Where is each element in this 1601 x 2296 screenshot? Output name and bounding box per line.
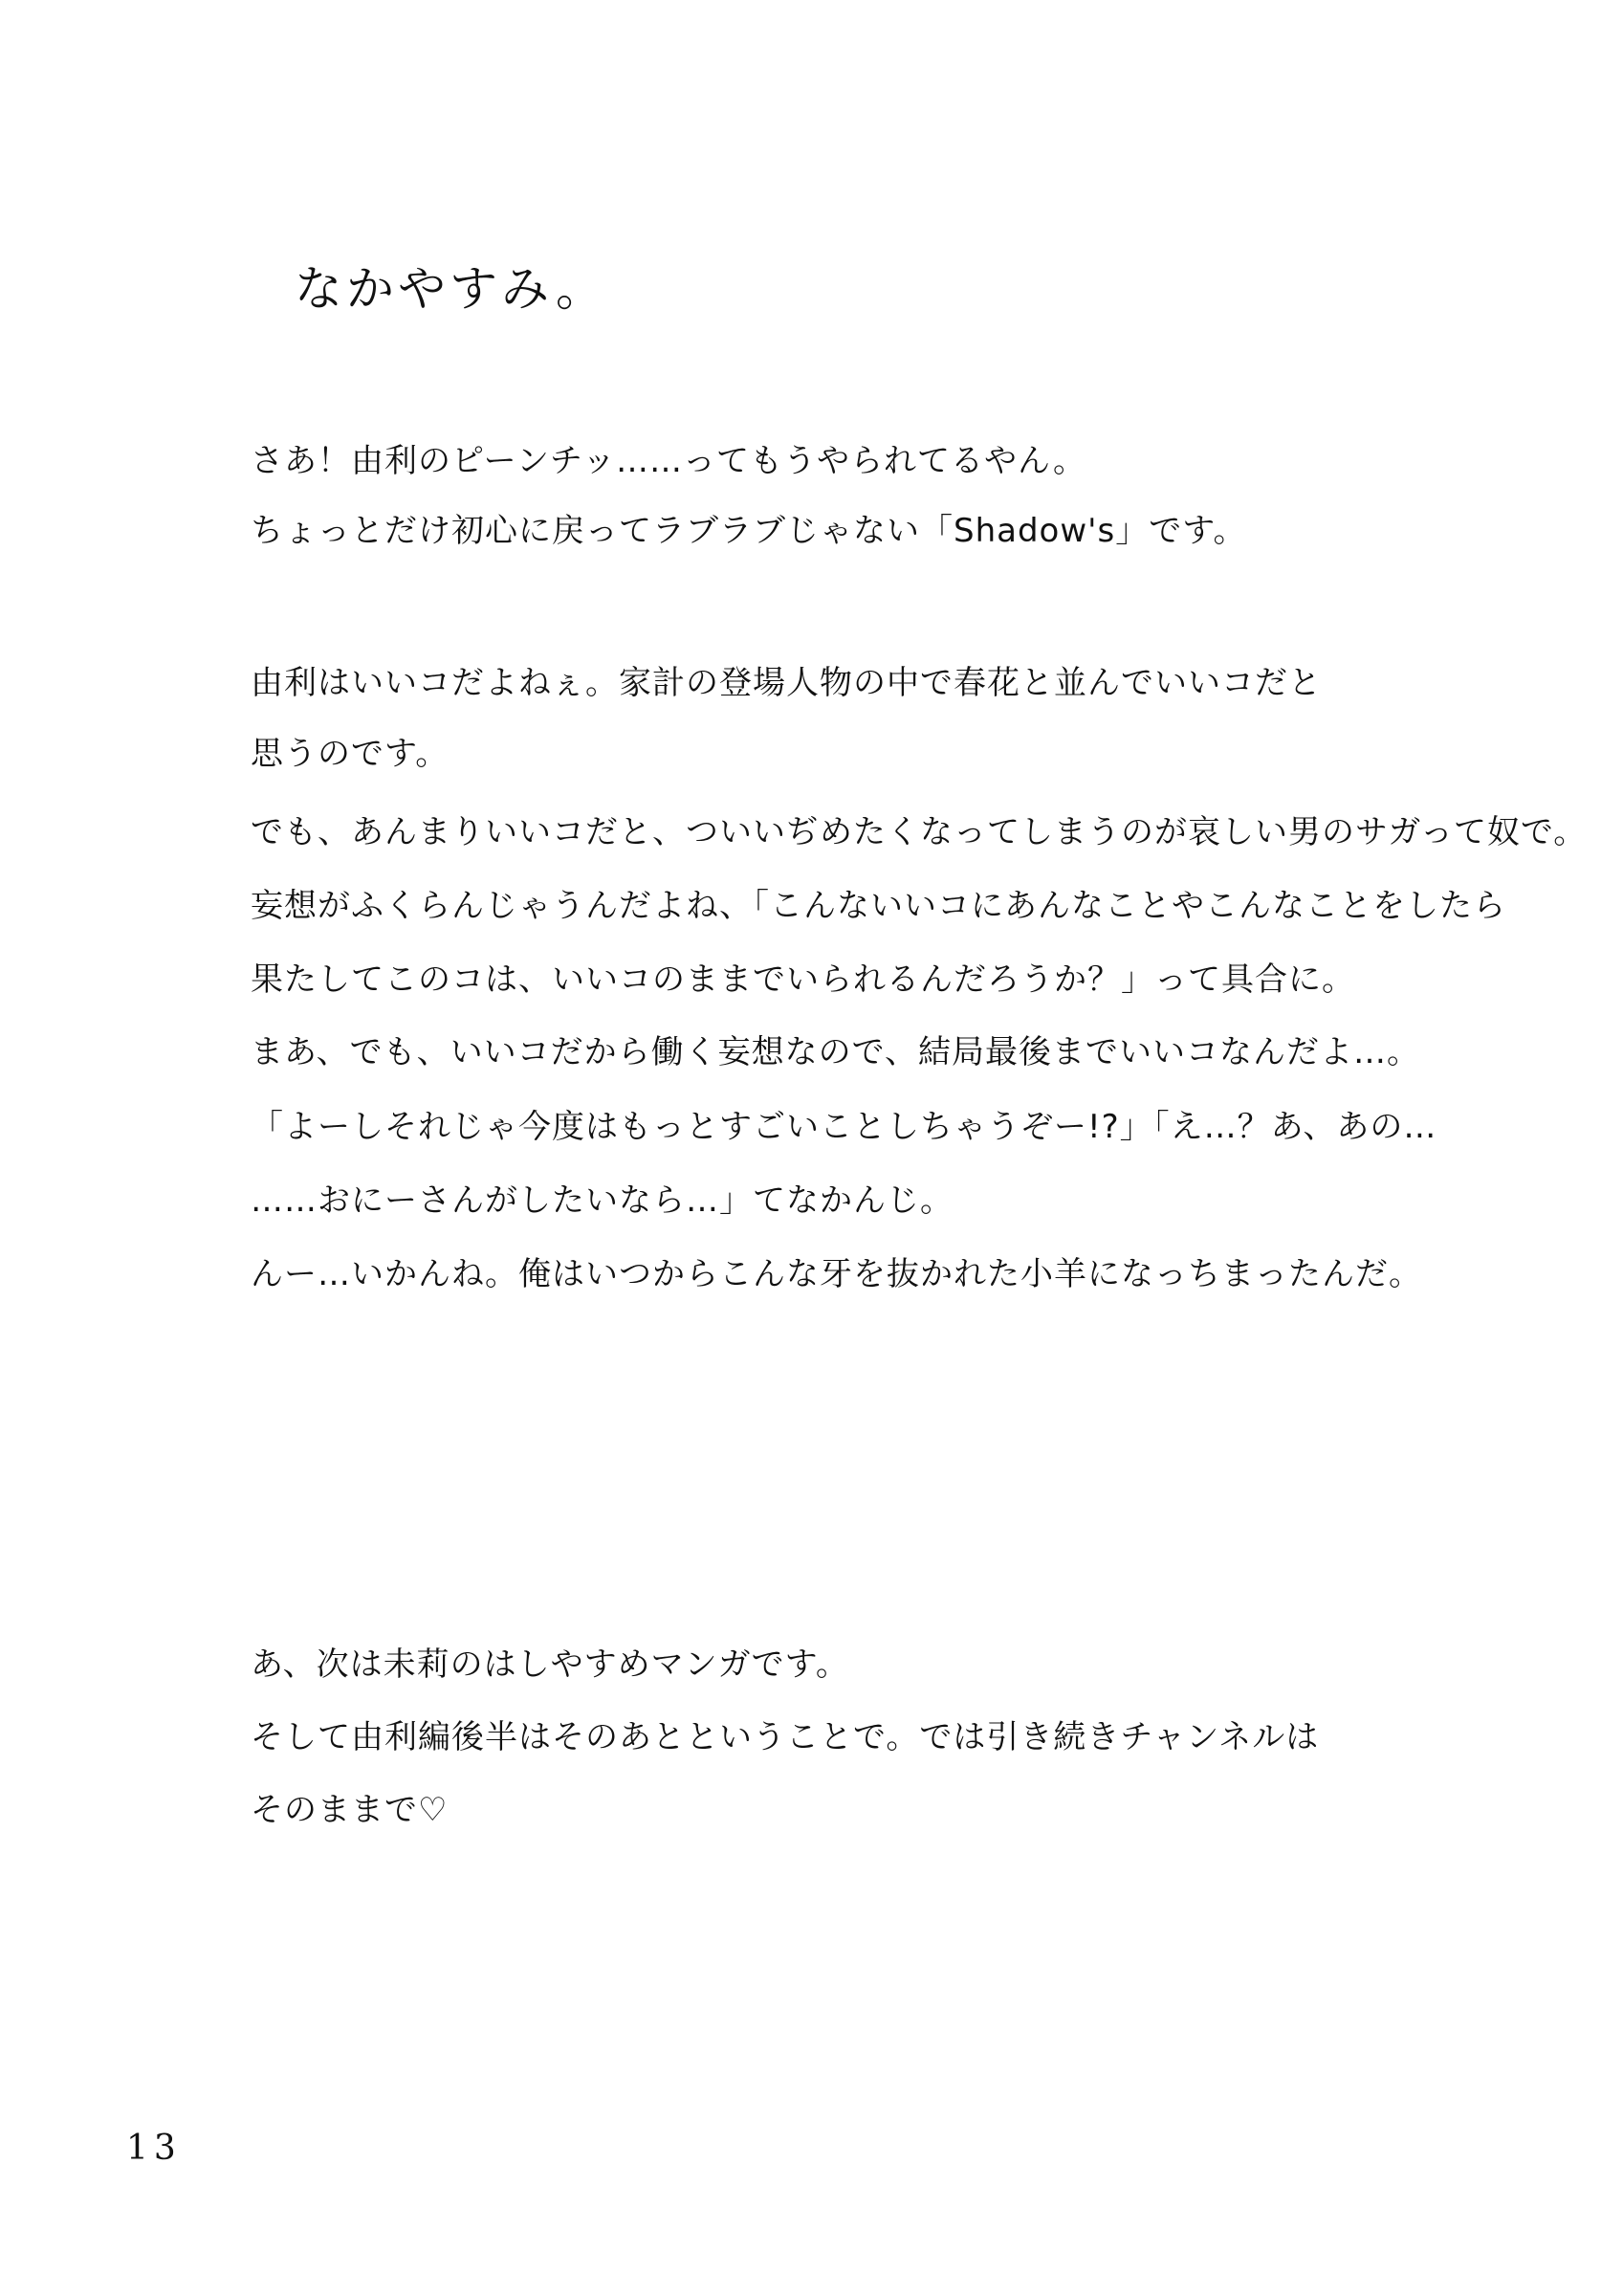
text-line: 由利はいいコだよねぇ。家計の登場人物の中で春花と並んでいいコだと xyxy=(251,664,1322,702)
text-line: まあ、でも、いいコだから働く妄想なので、結局最後までいいコなんだよ…。 xyxy=(251,1033,1420,1071)
page-number: 13 xyxy=(126,2129,182,2168)
text-line: 妄想がふくらんじゃうんだよね、「こんないいコにあんなことやこんなことをしたら xyxy=(251,887,1506,925)
text-line: あ、次は未莉のはしやすめマンガです。 xyxy=(251,1645,849,1684)
text-line: んー…いかんね。俺はいつからこんな牙を抜かれた小羊になっちまったんだ。 xyxy=(251,1255,1422,1293)
text-line: ……おにーさんがしたいなら…」てなかんじ。 xyxy=(251,1181,954,1220)
text-line: そのままで♡ xyxy=(251,1791,449,1829)
text-line: そして由利編後半はそのあとということで。では引き続きチャンネルは xyxy=(251,1718,1320,1756)
text-line: 「よーしそれじゃ今度はもっとすごいことしちゃうぞー!?」「え…？あ、あの… xyxy=(251,1108,1437,1146)
text-line: さあ！由利のピーンチッ……ってもうやられてるやん。 xyxy=(251,442,1086,480)
text-line: ちょっとだけ初心に戻ってラブラブじゃない「Shadow's」です。 xyxy=(251,512,1247,550)
text-line: 思うのです。 xyxy=(251,735,450,773)
text-line: 果たしてこのコは、いいコのままでいられるんだろうか？」って具合に。 xyxy=(251,960,1355,999)
page-title: なかやすみ。 xyxy=(295,261,607,317)
text-line: でも、あんまりいいコだと、ついいぢめたくなってしまうのが哀しい男のサガって奴で。 xyxy=(251,813,1588,851)
